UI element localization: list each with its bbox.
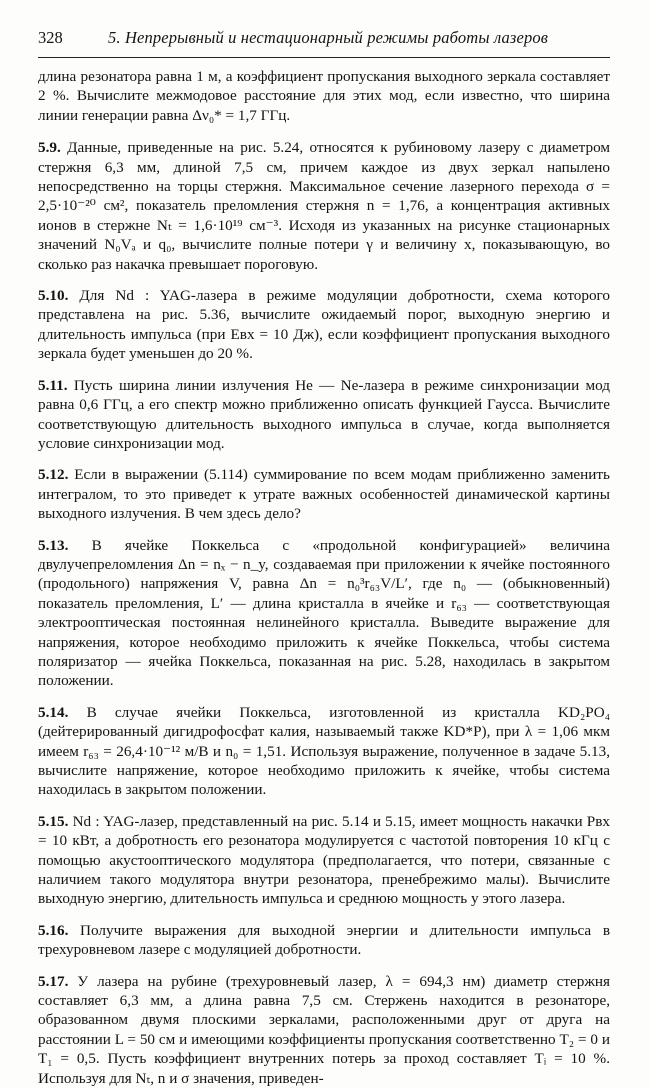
header-rule bbox=[38, 57, 610, 58]
problem-text: Nd : YAG-лазер, представленный на рис. 5.14 и 5.15, имеет мощность накачки Pвх = 10 кВт, а добротность его резонатора модулируется с частотой повторения 10 кГц с помощью акустооптического модулятора (предполагается, что потери, связанные с наличием такого модулятора внутри резонатора, пренебрежимо малы). Вычислите выходную энергию, длительность импульса и среднюю мощность у этого лазера. bbox=[38, 812, 610, 908]
problem-5-12 bbox=[38, 465, 610, 523]
problem-number: 5.9. bbox=[38, 139, 61, 157]
problem-number: 5.13. bbox=[38, 536, 69, 554]
problem-text: У лазера на рубине (трехуровневый лазер, λ = 694,3 нм) диаметр стержня составляет 6,3 мм, а длина равна 7,5 см. Стержень находится в резонаторе, образованном двумя плоскими зеркалами, расположенными друг от друга на расстоянии L = 50 см и имеющими коэффициенты пропускания соответственно T₂ = 0 и T₁ = 0,5. Пусть коэффициент внутренних потерь за проход составляет Tᵢ = 10 %. Используя для Nₜ, n и σ значения, приведен- bbox=[38, 972, 610, 1087]
problem-5-11 bbox=[38, 376, 610, 454]
problem-number: 5.11. bbox=[38, 376, 68, 394]
problem-number: 5.16. bbox=[38, 921, 69, 939]
problem-5-17 bbox=[38, 972, 610, 1088]
problem-5-14 bbox=[38, 703, 610, 800]
problem-5-10 bbox=[38, 286, 610, 364]
problem-text: Получите выражения для выходной энергии и длительности импульса в трехуровневом лазере с модуляцией добротности. bbox=[38, 921, 610, 959]
problem-number: 5.15. bbox=[38, 812, 69, 830]
problem-number: 5.17. bbox=[38, 972, 69, 990]
problem-text: В ячейке Поккельса с «продольной конфигурацией» величина двулучепреломления Δn = nₓ − n_y, создаваемая при приложении к ячейке постоянного (продольного) напряжения V, равна Δn = n₀³r₆₃V/L′, где n₀ — (обыкновенный) показатель преломления, L′ — длина кристалла в ячейке и r₆₃ — соответствующая электрооптическая постоянная нелинейного кристалла. Выведите выражение для напряжения, которое необходимо приложить к ячейке Поккельса, чтобы система поляризатор — ячейка Поккельса, показанная на рис. 5.28, находилась в закрытом положении. bbox=[38, 536, 610, 690]
problem-5-13 bbox=[38, 536, 610, 691]
running-title: 5. Непрерывный и нестационарный режимы работы лазеров bbox=[108, 28, 549, 47]
problem-text: Данные, приведенные на рис. 5.24, относятся к рубиновому лазеру с диаметром стержня 6,3 мм, длиной 7,5 см, причем каждое из двух зеркал напылено непосредственно на торцы стержня. Максимальное сечение лазерного перехода σ = 2,5·10⁻²⁰ см², показатель преломления стержня n = 1,76, а концентрация активных ионов в стержне Nₜ = 1,6·10¹⁹ см⁻³. Исходя из указанных на рисунке стационарных значений N₀Vₐ и q₀, вычислите полные потери γ и величину x, показывающую, во сколько раз накачка превышает пороговую. bbox=[38, 139, 610, 273]
problem-number: 5.12. bbox=[38, 466, 69, 484]
running-header bbox=[38, 28, 610, 54]
problem-text: Пусть ширина линии излучения He — Ne-лазера в режиме синхронизации мод равна 0,6 ГГц, а его спектр можно приближенно описать функцией Гаусса. Вычислите соответствующую длительность выходного импульса в случае, когда выполняется условие синхронизации мод. bbox=[38, 376, 611, 452]
problem-5-16 bbox=[38, 921, 610, 960]
problem-text: Если в выражении (5.114) суммирование по всем модам приближенно заменить интегралом, то это приведет к утрате важных особенностей динамической картины выходного излучения. В чем здесь дело? bbox=[38, 466, 610, 523]
page-number: 328 bbox=[38, 28, 63, 47]
continuation-paragraph: длина резонатора равна 1 м, а коэффициент пропускания выходного зеркала составляет 2 %. Вычислите межмодовое расстояние для этих мод, если известно, что ширина линии генерации равна Δν₀* = 1,7 ГГц. bbox=[38, 68, 610, 124]
problem-5-9 bbox=[38, 138, 610, 274]
problem-text: В случае ячейки Поккельса, изготовленной из кристалла KD₂PO₄ (дейтерированный дигидрофосфат калия, называемый также KD*P), при λ = 1,06 мкм имеем r₆₃ = 26,4·10⁻¹² м/В и n₀ = 1,51. Используя выражение, полученное в задаче 5.13, вычислите напряжение, которое необходимо приложить к ячейке, чтобы система находилась в закрытом положении. bbox=[38, 703, 610, 799]
problem-number: 5.10. bbox=[38, 287, 69, 305]
problem-number: 5.14. bbox=[38, 703, 69, 721]
problem-5-15 bbox=[38, 812, 610, 909]
problem-text: Для Nd : YAG-лазера в режиме модуляции добротности, схема которого представлена на рис. 5.36, вычислите ожидаемый порог, выходную энергию и длительность импульса (при Eвх = 10 Дж), если коэффициент пропускания выходного зеркала будет уменьшен до 20 %. bbox=[38, 287, 610, 363]
